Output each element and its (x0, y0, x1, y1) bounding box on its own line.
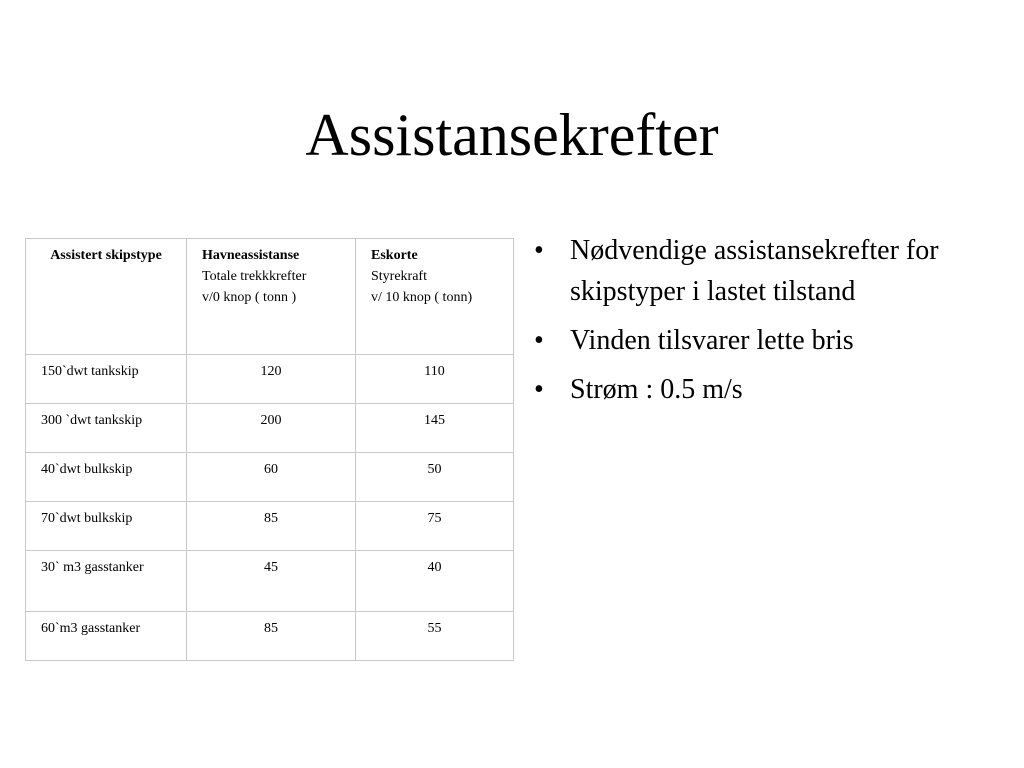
bullet-dot-icon: • (534, 374, 544, 405)
bullet-text: Nødvendige assistansekrefter for skipstyper i lastet tilstand (570, 235, 939, 307)
header-escort-line2: v/ 10 knop ( tonn) (371, 290, 473, 305)
bullet-dot-icon: • (534, 235, 544, 266)
cell-harbor-value: 120 (187, 355, 356, 404)
header-ship-type-label: Assistert skipstype (50, 248, 162, 263)
header-escort-line1: Styrekraft (371, 269, 427, 284)
cell-escort-value: 75 (356, 502, 514, 551)
cell-ship-type: 30` m3 gasstanker (26, 551, 187, 612)
bullet-text: Strøm : 0.5 m/s (570, 374, 743, 405)
cell-ship-type: 150`dwt tankskip (26, 355, 187, 404)
header-ship-type (26, 239, 187, 355)
cell-harbor-value: 45 (187, 551, 356, 612)
header-escort-title: Eskorte (371, 248, 418, 263)
cell-escort-value: 145 (356, 404, 514, 453)
bullet-item (530, 369, 1010, 410)
header-harbor-title: Havneassistanse (202, 248, 300, 263)
cell-escort-value: 40 (356, 551, 514, 612)
header-harbor-assistance (187, 239, 356, 355)
cell-harbor-value: 60 (187, 453, 356, 502)
slide-title: Assistansekrefter (305, 102, 719, 168)
cell-escort-value: 55 (356, 612, 514, 661)
cell-harbor-value: 85 (187, 612, 356, 661)
bullet-item (530, 230, 1010, 312)
table-row (26, 355, 514, 404)
cell-ship-type: 60`m3 gasstanker (26, 612, 187, 661)
header-harbor-line1: Totale trekkkrefter (202, 269, 307, 284)
bullet-list (530, 230, 1010, 418)
bullet-text: Vinden tilsvarer lette bris (570, 325, 854, 356)
table-row (26, 453, 514, 502)
table-header-row (26, 239, 514, 355)
header-harbor-line2: v/0 knop ( tonn ) (202, 290, 297, 305)
bullet-dot-icon: • (534, 325, 544, 356)
table-row (26, 612, 514, 661)
bullet-item (530, 320, 1010, 361)
table-row (26, 502, 514, 551)
cell-escort-value: 50 (356, 453, 514, 502)
cell-ship-type: 70`dwt bulkskip (26, 502, 187, 551)
cell-harbor-value: 200 (187, 404, 356, 453)
header-escort (356, 239, 514, 355)
assistance-forces-table (25, 238, 514, 661)
table-row (26, 404, 514, 453)
table-row (26, 551, 514, 612)
cell-harbor-value: 85 (187, 502, 356, 551)
cell-escort-value: 110 (356, 355, 514, 404)
cell-ship-type: 300 `dwt tankskip (26, 404, 187, 453)
cell-ship-type: 40`dwt bulkskip (26, 453, 187, 502)
